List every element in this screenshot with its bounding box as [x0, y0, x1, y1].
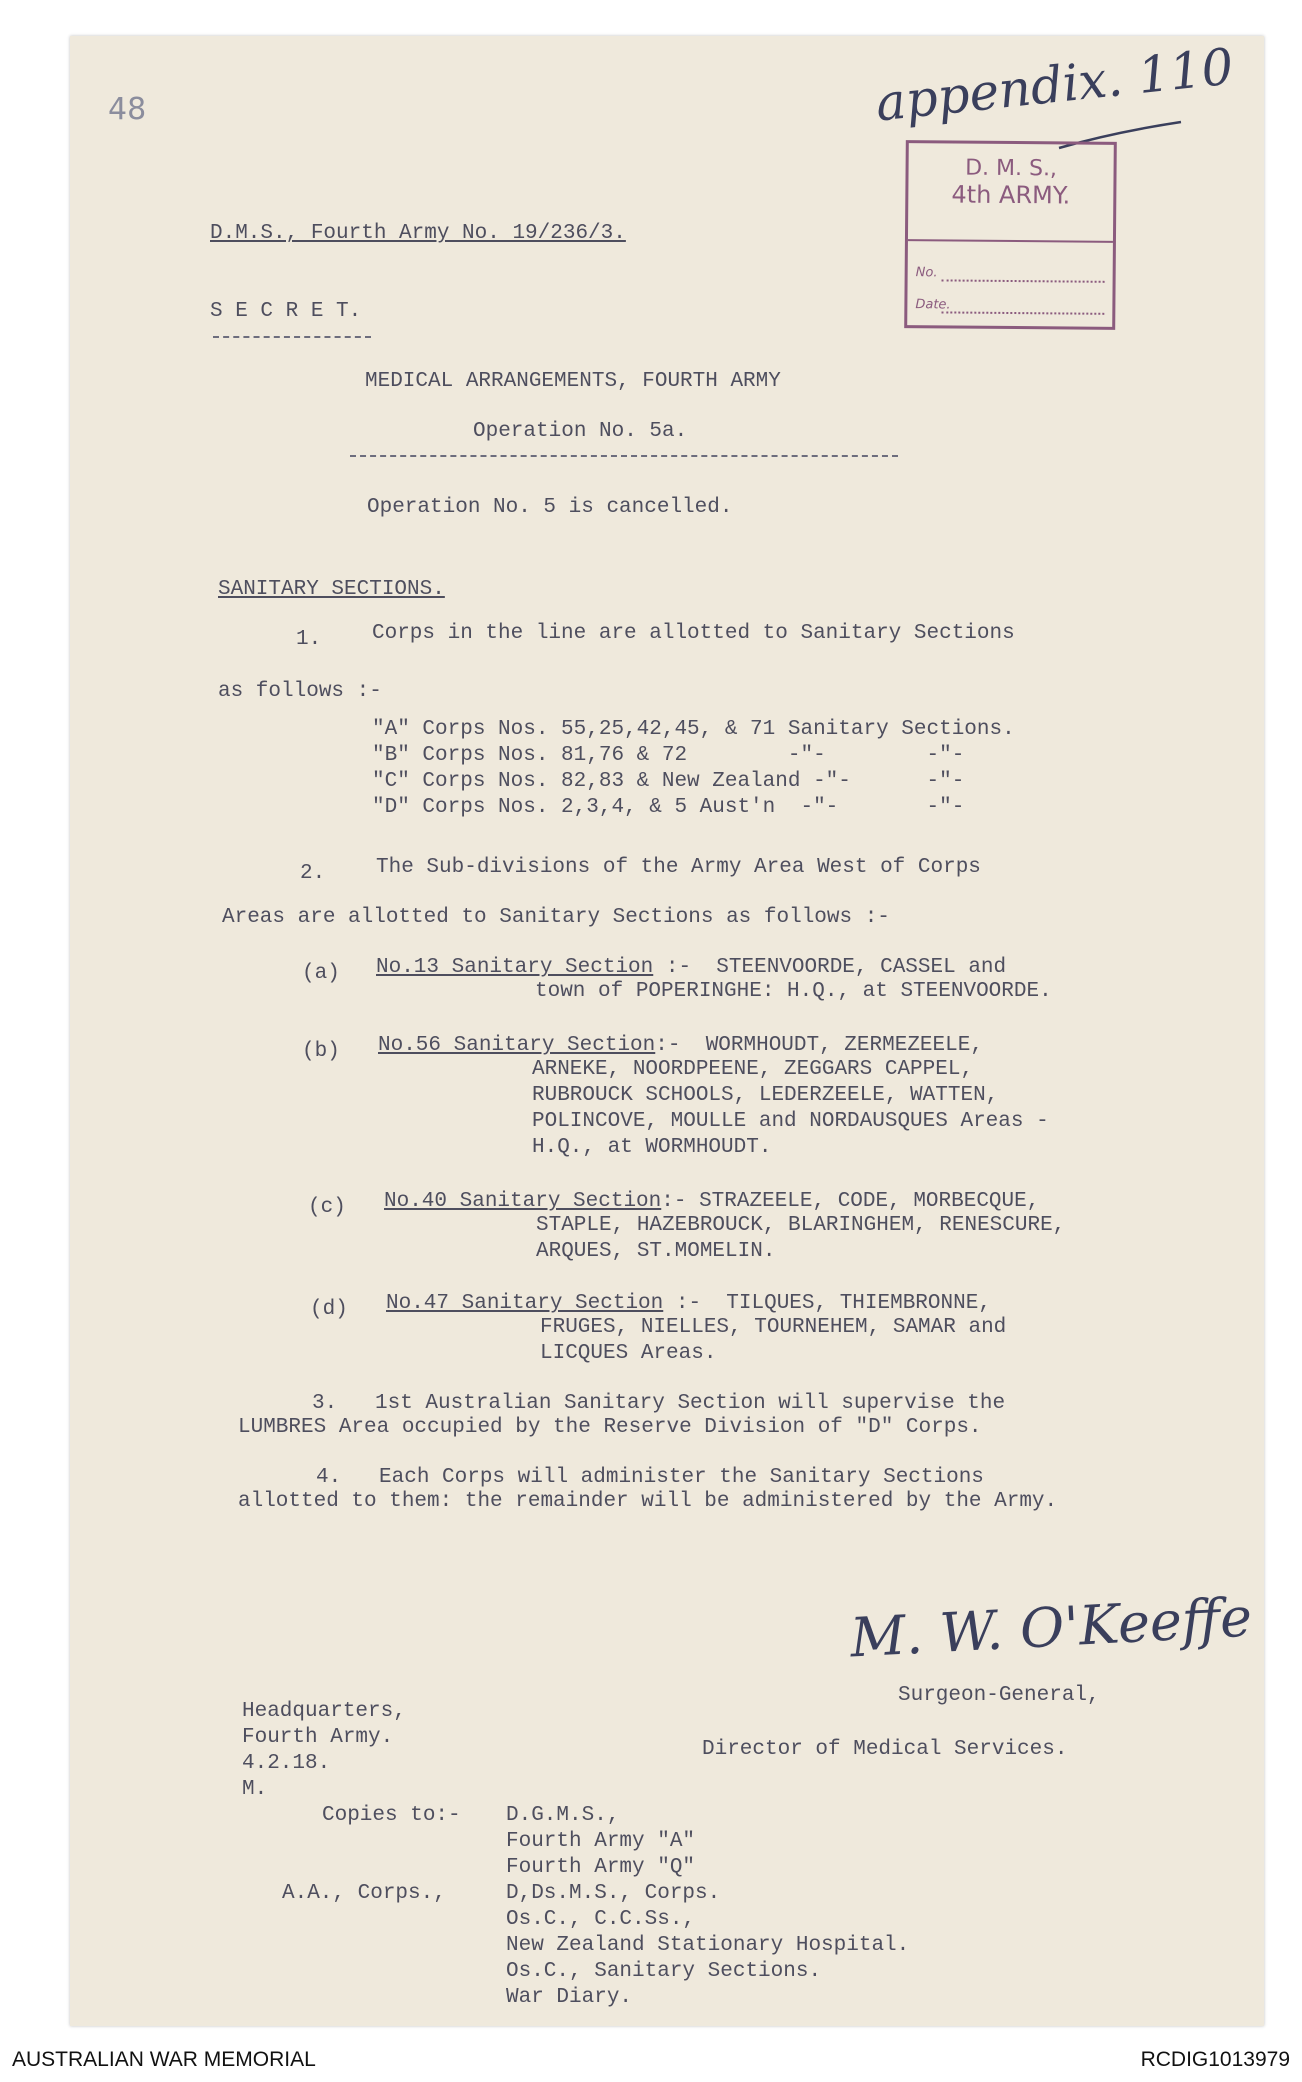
- corps-allocation-b: "B" Corps Nos. 81,76 & 72 -"- -"-: [372, 744, 965, 767]
- subdiv-c-line2: STAPLE, HAZEBROUCK, BLARINGHEM, RENESCURE,: [536, 1214, 1066, 1237]
- subdiv-b-line5: H.Q., at WORMHOUDT.: [532, 1136, 772, 1159]
- reference-number: D.M.S., Fourth Army No. 19/236/3.: [210, 222, 626, 245]
- subdiv-a-sep: :-: [653, 956, 692, 979]
- origin-headquarters: Headquarters,: [242, 1700, 406, 1723]
- subdiv-b-unit: No.56 Sanitary Section: [378, 1034, 656, 1057]
- para1-line2: as follows :-: [218, 680, 382, 703]
- para1-line1: Corps in the line are allotted to Sanitary Sections: [372, 622, 1015, 645]
- copies-corps-recipient-4: Os.C., Sanitary Sections.: [506, 1960, 822, 1983]
- origin-initial: M.: [242, 1778, 268, 1801]
- para3-line2: LUMBRES Area occupied by the Reserve Division of "D" Corps.: [238, 1416, 982, 1439]
- subdiv-a-first-line: [376, 956, 1006, 979]
- corps-allocation-c: "C" Corps Nos. 82,83 & New Zealand -"- -"-: [372, 770, 965, 793]
- pencil-page-number: 48: [108, 92, 147, 127]
- subdiv-a-line2: town of POPERINGHE: H.Q., at STEENVOORDE.: [535, 980, 1052, 1003]
- subdiv-b-text1: WORMHOUDT, ZERMEZEELE,: [705, 1034, 983, 1057]
- para4-line2: allotted to them: the remainder will be administered by the Army.: [238, 1490, 1058, 1513]
- origin-date: 4.2.18.: [242, 1752, 331, 1775]
- subdiv-d-line3: LICQUES Areas.: [540, 1342, 717, 1365]
- copies-corps-recipient-5: War Diary.: [506, 1986, 633, 2009]
- title-rule: [350, 455, 898, 457]
- subdiv-c-first-line: [384, 1190, 1039, 1213]
- origin-army: Fourth Army.: [242, 1726, 394, 1749]
- subdiv-a-unit: No.13 Sanitary Section: [376, 956, 654, 979]
- copies-recipient-1: D.G.M.S.,: [506, 1804, 620, 1827]
- para2-number: 2.: [300, 862, 326, 885]
- subdiv-b-first-line: [378, 1034, 983, 1057]
- para2-line1: The Sub-divisions of the Army Area West of Corps: [376, 856, 981, 879]
- para4-line1: 4. Each Corps will administer the Sanitary Sections: [316, 1466, 984, 1489]
- corps-allocation-a: "A" Corps Nos. 55,25,42,45, & 71 Sanitary Sections.: [372, 718, 1015, 741]
- appendix-note: appendix. 110: [872, 37, 1237, 133]
- subdiv-d-first-line: [386, 1292, 991, 1315]
- subdiv-c-label: (c): [308, 1196, 346, 1219]
- classification: S E C R E T.: [210, 300, 362, 323]
- subdiv-b-sep: :-: [655, 1034, 681, 1057]
- subdiv-b-line4: POLINCOVE, MOULLE and NORDAUSQUES Areas -: [532, 1110, 1049, 1133]
- stamp-date-line: [941, 311, 1104, 314]
- subdiv-a-text1: STEENVOORDE, CASSEL and: [716, 956, 1007, 979]
- para3-line1: 3. 1st Australian Sanitary Section will supervise the: [312, 1392, 1006, 1415]
- subdiv-b-line3: RUBROUCK SCHOOLS, LEDERZEELE, WATTEN,: [532, 1084, 999, 1107]
- corps-allocation-d: "D" Corps Nos. 2,3,4, & 5 Aust'n -"- -"-: [372, 796, 965, 819]
- stamp-no-label: No.: [915, 265, 938, 281]
- subdiv-b-label: (b): [302, 1040, 340, 1063]
- footer-catalogue-id: RCDIG1013979: [1140, 2048, 1290, 2071]
- document-title: MEDICAL ARRANGEMENTS, FOURTH ARMY: [365, 370, 781, 393]
- stamp-date-label: Date.: [915, 297, 951, 313]
- copies-corps-recipient-1: D,Ds.M.S., Corps.: [506, 1882, 721, 1905]
- para2-line2: Areas are allotted to Sanitary Sections as follows :-: [222, 906, 890, 929]
- subdiv-d-unit: No.47 Sanitary Section: [386, 1292, 664, 1315]
- subdiv-d-label: (d): [310, 1298, 348, 1321]
- footer-source: AUSTRALIAN WAR MEMORIAL: [12, 2048, 316, 2071]
- para1-number: 1.: [296, 628, 322, 651]
- stamp-rule: [908, 239, 1113, 243]
- operation-number: Operation No. 5a.: [473, 420, 688, 443]
- subdiv-b-line2: ARNEKE, NOORDPEENE, ZEGGARS CAPPEL,: [532, 1058, 974, 1081]
- dms-stamp: [904, 140, 1117, 330]
- stamp-no-line: [942, 279, 1105, 282]
- section-heading: SANITARY SECTIONS.: [218, 578, 445, 601]
- stamp-line1: D. M. S.,: [965, 155, 1058, 182]
- signatory-rank: Surgeon-General,: [898, 1684, 1100, 1707]
- subdiv-c-unit: No.40 Sanitary Section: [384, 1190, 662, 1213]
- subdiv-d-sep: :-: [663, 1292, 702, 1315]
- subdiv-c-sep: :-: [661, 1190, 687, 1213]
- copies-label: Copies to:-: [322, 1804, 461, 1827]
- copies-corps-recipient-2: Os.C., C.C.Ss.,: [506, 1908, 696, 1931]
- signature: M. W. O'Keeffe: [848, 1585, 1254, 1670]
- copies-corps-label: A.A., Corps.,: [282, 1882, 446, 1905]
- subdiv-c-text1: STRAZEELE, CODE, MORBECQUE,: [699, 1190, 1040, 1213]
- classification-rule: [213, 336, 371, 338]
- subdiv-d-text1: TILQUES, THIEMBRONNE,: [726, 1292, 991, 1315]
- cancel-note: Operation No. 5 is cancelled.: [367, 496, 733, 519]
- signatory-title: Director of Medical Services.: [702, 1738, 1068, 1761]
- subdiv-a-label: (a): [302, 962, 340, 985]
- stamp-line2: 4th ARMY.: [951, 180, 1071, 210]
- copies-corps-recipient-3: New Zealand Stationary Hospital.: [506, 1934, 910, 1957]
- copies-recipient-2: Fourth Army "A": [506, 1830, 696, 1853]
- subdiv-d-line2: FRUGES, NIELLES, TOURNEHEM, SAMAR and: [540, 1316, 1007, 1339]
- copies-recipient-3: Fourth Army "Q": [506, 1856, 696, 1879]
- subdiv-c-line3: ARQUES, ST.MOMELIN.: [536, 1240, 776, 1263]
